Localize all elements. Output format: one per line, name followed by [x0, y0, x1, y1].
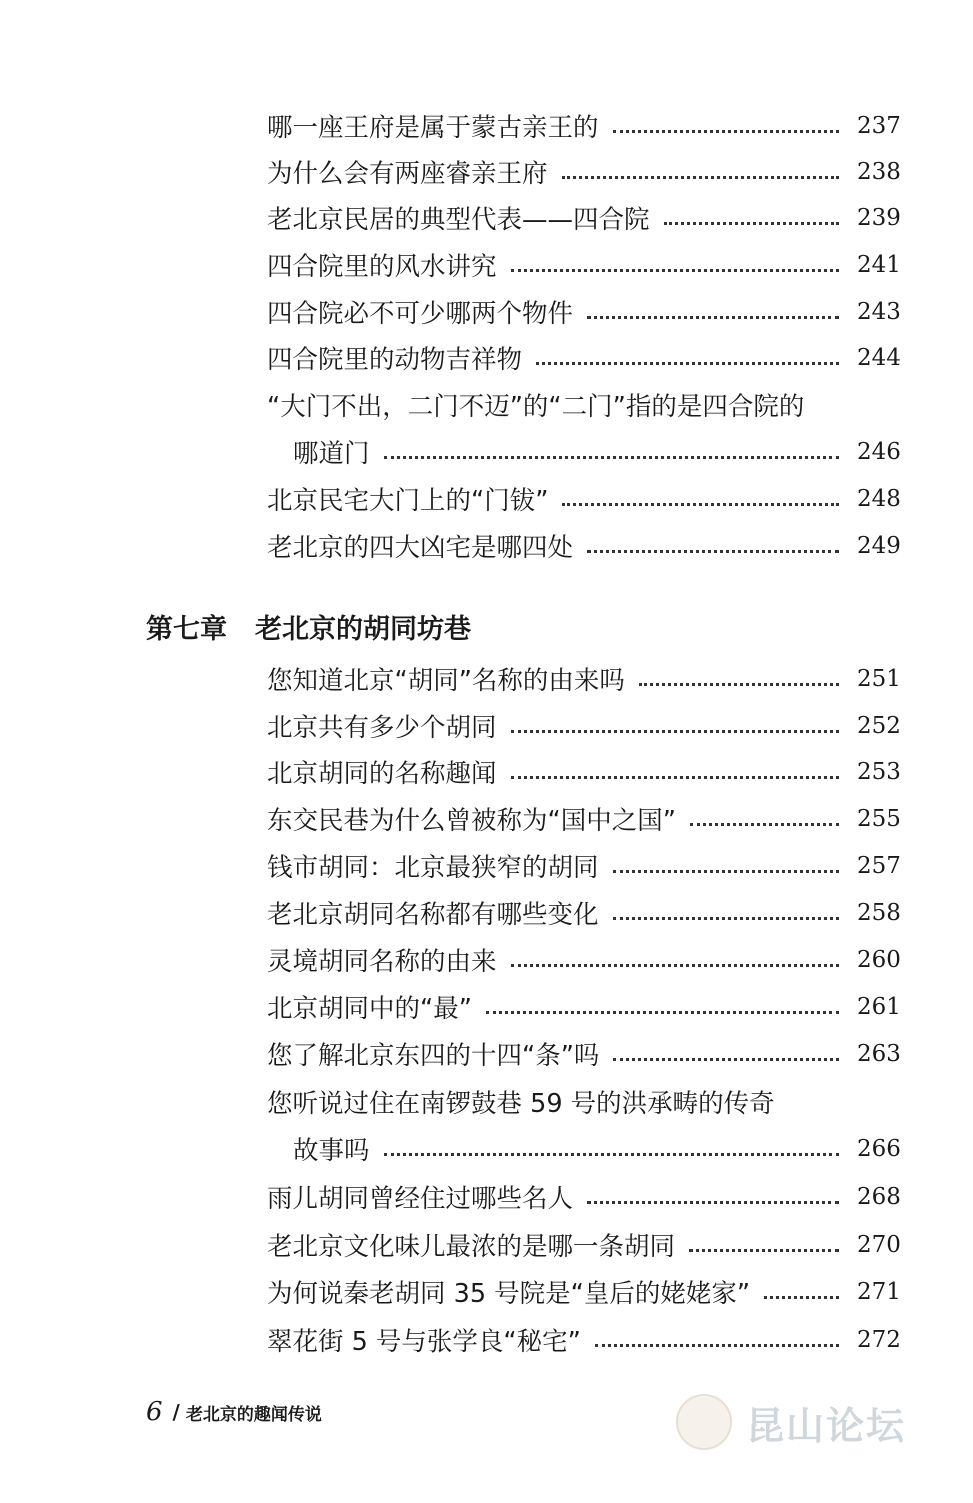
toc-entry-title: 您听说过住在南锣鼓巷 59 号的洪承畴的传奇	[267, 1089, 775, 1119]
dot-leader	[613, 1056, 839, 1061]
chapter-title: 老北京的胡同坊巷	[255, 613, 471, 645]
toc-entry-page: 241	[857, 252, 901, 278]
toc-entry-title: 为什么会有两座睿亲王府	[267, 159, 548, 189]
toc-entry-title: “大门不出，二门不迈”的“二门”指的是四合院的	[267, 392, 805, 422]
dot-leader	[536, 360, 839, 365]
dot-leader	[562, 174, 839, 179]
dot-leader	[587, 1199, 839, 1204]
dot-leader	[486, 1009, 839, 1014]
toc-entry-page: 272	[857, 1327, 901, 1353]
toc-entry[interactable]	[267, 106, 899, 146]
toc-entry-title: 灵境胡同名称的由来	[267, 947, 497, 977]
toc-entry-title: 北京共有多少个胡同	[267, 713, 497, 743]
toc-entry[interactable]	[267, 152, 899, 192]
page-number: 6	[146, 1397, 163, 1427]
toc-entry-page: 258	[857, 900, 901, 926]
toc-entry-title: 钱市胡同：北京最狭窄的胡同	[267, 853, 599, 883]
running-title: 老北京的趣闻传说	[185, 1404, 322, 1425]
toc-entry[interactable]	[267, 1320, 899, 1360]
toc-entry[interactable]	[267, 526, 899, 566]
dot-leader	[690, 821, 839, 826]
dot-leader	[511, 962, 839, 967]
toc-entry[interactable]	[267, 659, 899, 699]
toc-entry-title: 翠花街 5 号与张学良“秘宅”	[267, 1327, 581, 1357]
toc-entry[interactable]	[267, 292, 899, 332]
toc-entry[interactable]	[267, 799, 899, 839]
toc-entry[interactable]	[267, 846, 899, 886]
toc-entry[interactable]	[267, 940, 899, 980]
dot-leader	[764, 1294, 839, 1299]
toc-entry-title: 四合院里的动物吉祥物	[267, 345, 523, 375]
toc-entry-title: 北京胡同中的“最”	[267, 994, 472, 1024]
toc-entry[interactable]	[267, 1034, 899, 1074]
watermark-seal-icon	[676, 1394, 732, 1450]
toc-entry-continuation[interactable]	[293, 432, 899, 472]
toc-entry-page: 244	[857, 345, 901, 371]
toc-entry-title: 为何说秦老胡同 35 号院是“皇后的姥姥家”	[267, 1279, 751, 1309]
toc-entry-first-line[interactable]	[267, 385, 899, 425]
toc-entry-first-line[interactable]	[267, 1082, 899, 1122]
toc-entry-page: 237	[857, 113, 901, 139]
toc-entry-page: 246	[857, 439, 901, 465]
toc-entry-title: 老北京文化味儿最浓的是哪一条胡同	[267, 1232, 676, 1262]
dot-leader	[384, 454, 839, 459]
dot-leader	[511, 774, 839, 779]
toc-entry[interactable]	[267, 198, 899, 238]
toc-entry-page: 266	[857, 1136, 901, 1162]
dot-leader	[613, 868, 839, 873]
toc-entry-title: 东交民巷为什么曾被称为“国中之国”	[267, 806, 676, 836]
toc-entry-page: 263	[857, 1041, 901, 1067]
toc-entry-title: 您了解北京东四的十四“条”吗	[267, 1041, 600, 1071]
footer-separator: /	[172, 1400, 180, 1424]
toc-entry-page: 252	[857, 713, 901, 739]
toc-entry-page: 255	[857, 806, 901, 832]
dot-leader	[587, 314, 839, 319]
toc-entry-page: 257	[857, 853, 901, 879]
toc-entry-page: 248	[857, 486, 901, 512]
toc-entry-title-cont: 故事吗	[293, 1136, 370, 1166]
toc-entry-page: 249	[857, 533, 901, 559]
toc-entry-page: 270	[857, 1232, 901, 1258]
toc-entry-title-cont: 哪道门	[293, 439, 370, 469]
toc-entry[interactable]	[267, 987, 899, 1027]
toc-entry[interactable]	[267, 1225, 899, 1265]
toc-entry-title: 四合院里的风水讲究	[267, 252, 497, 282]
toc-entry-page: 271	[857, 1279, 901, 1305]
dot-leader	[562, 501, 839, 506]
chapter-heading[interactable]	[146, 604, 471, 648]
toc-entry[interactable]	[267, 338, 899, 378]
chapter-number: 第七章	[146, 613, 227, 645]
toc-entry-page: 260	[857, 947, 901, 973]
dot-leader	[587, 548, 839, 553]
watermark	[676, 1392, 906, 1452]
watermark-text: 昆山论坛	[746, 1402, 907, 1448]
toc-entry-title: 老北京民居的典型代表——四合院	[267, 205, 650, 235]
dot-leader	[664, 220, 839, 225]
toc-entry[interactable]	[267, 1177, 899, 1217]
page-footer	[146, 1395, 322, 1429]
toc-entry-title: 哪一座王府是属于蒙古亲王的	[267, 113, 599, 143]
toc-entry[interactable]	[267, 752, 899, 792]
toc-entry-page: 268	[857, 1184, 901, 1210]
toc-entry[interactable]	[267, 245, 899, 285]
dot-leader	[511, 728, 839, 733]
toc-entry-title: 北京胡同的名称趣闻	[267, 759, 497, 789]
toc-entry[interactable]	[267, 893, 899, 933]
toc-entry-page: 243	[857, 299, 901, 325]
dot-leader	[613, 128, 839, 133]
toc-entry[interactable]	[267, 706, 899, 746]
dot-leader	[689, 1247, 839, 1252]
toc-entry-title: 雨儿胡同曾经住过哪些名人	[267, 1184, 574, 1214]
dot-leader	[511, 267, 839, 272]
toc-entry-title: 老北京胡同名称都有哪些变化	[267, 900, 599, 930]
toc-entry-page: 238	[857, 159, 901, 185]
toc-entry-title: 北京民宅大门上的“门钹”	[267, 486, 549, 516]
dot-leader	[384, 1151, 839, 1156]
dot-leader	[595, 1342, 839, 1347]
toc-entry-title: 老北京的四大凶宅是哪四处	[267, 533, 574, 563]
toc-entry-page: 251	[857, 666, 901, 692]
toc-entry-title: 您知道北京“胡同”名称的由来吗	[267, 666, 625, 696]
toc-entry[interactable]	[267, 1272, 899, 1312]
toc-entry[interactable]	[267, 479, 899, 519]
dot-leader	[639, 681, 839, 686]
toc-entry-page: 239	[857, 205, 901, 231]
toc-entry-title: 四合院必不可少哪两个物件	[267, 299, 574, 329]
toc-entry-page: 261	[857, 994, 901, 1020]
dot-leader	[613, 915, 839, 920]
toc-entry-page: 253	[857, 759, 901, 785]
toc-entry-continuation[interactable]	[293, 1129, 899, 1169]
